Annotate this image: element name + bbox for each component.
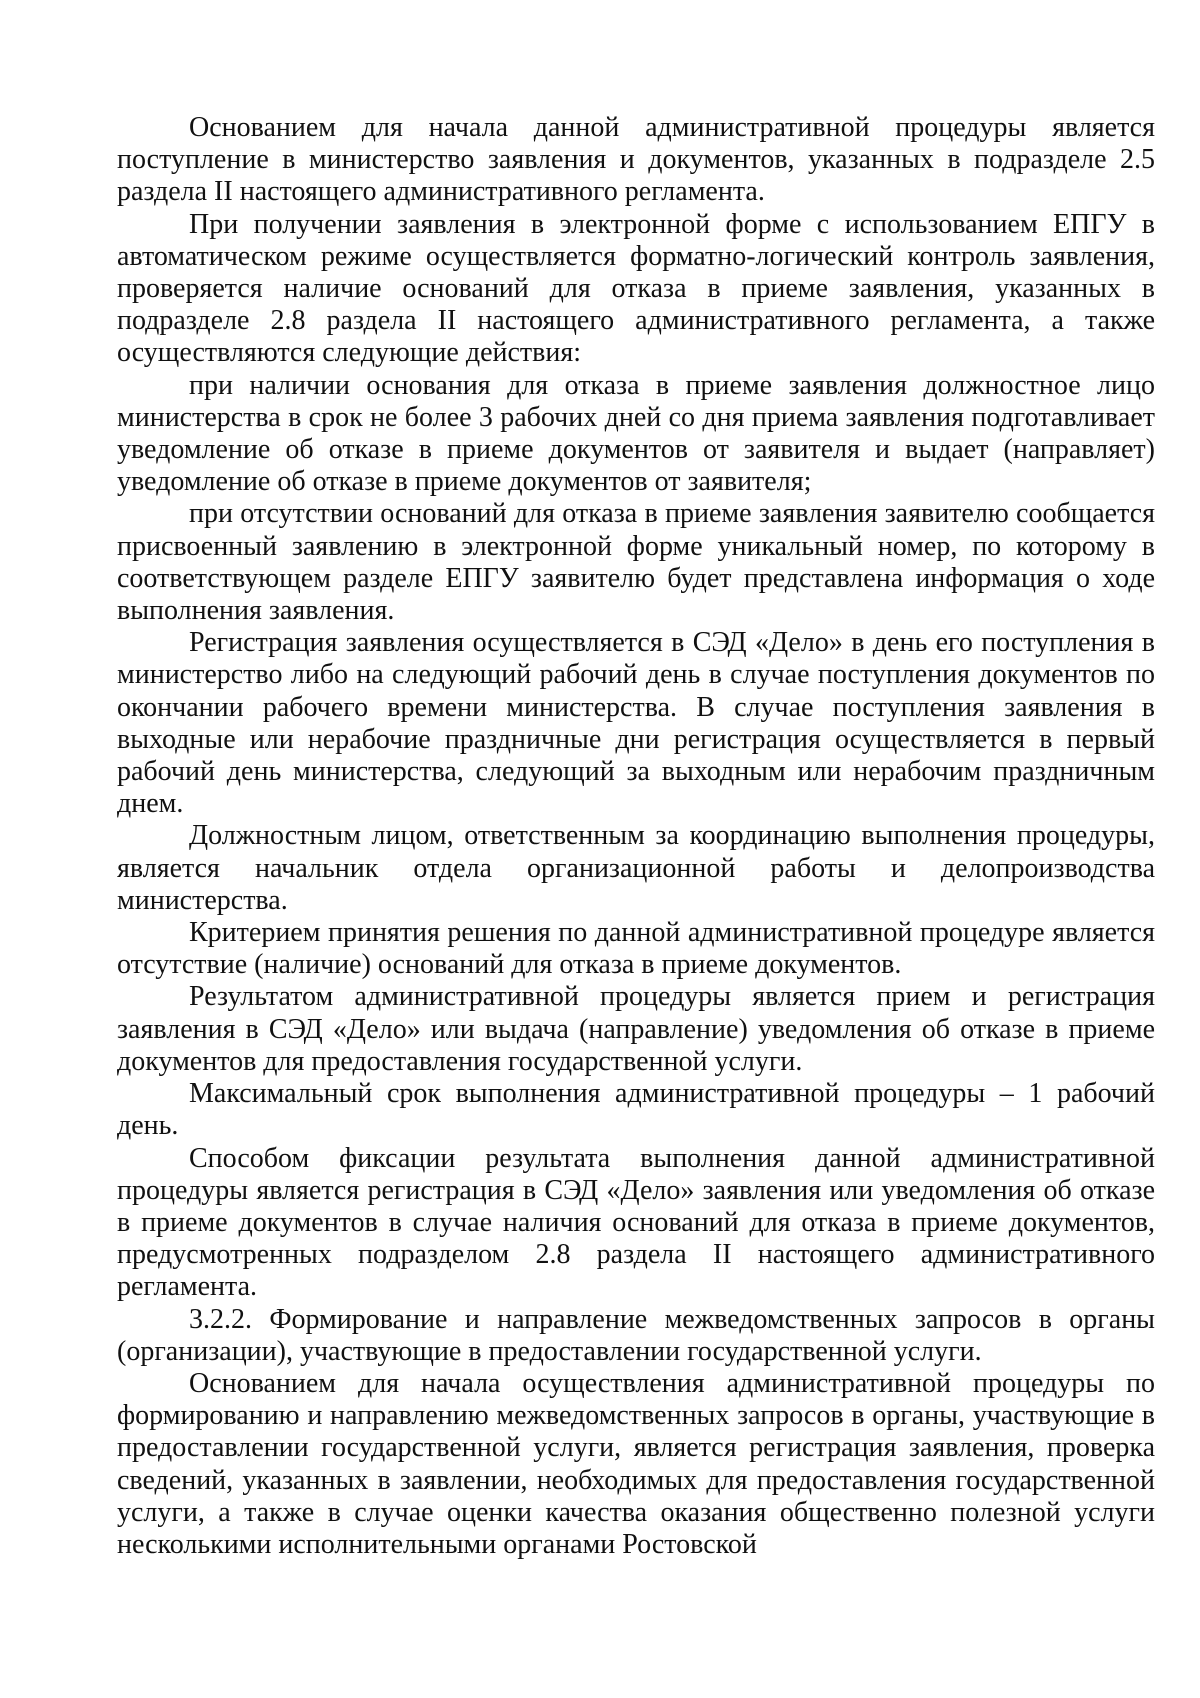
paragraph-procedure-basis: Основанием для начала данной административной процедуры является поступление в министерство заявления и документов, указанных в подразделе 2.5 раздела II настоящего административного регламента. xyxy=(117,112,1155,208)
section-heading-3-2-2: 3.2.2. Формирование и направление межведомственных запросов в органы (организации), участвующие в предоставлении государственной услуги. xyxy=(117,1303,1155,1367)
paragraph-interagency-requests-basis: Основанием для начала осуществления административной процедуры по формированию и направлению межведомственных запросов в органы, участвующие в предоставлении государственной услуги, является регистрация заявления, проверка сведений, указанных в заявлении, необходимых для предоставления государственной услуги, а также в случае оценки качества оказания общественно полезной услуги несколькими исполнительными органами Ростовской xyxy=(117,1367,1155,1560)
paragraph-registration: Регистрация заявления осуществляется в СЭД «Дело» в день его поступления в министерство либо на следующий рабочий день в случае поступления документов по окончании рабочего времени министерства. В случае поступления заявления в выходные или нерабочие праздничные дни регистрация осуществляется в первый рабочий день министерства, следующий за выходным или нерабочим праздничным днем. xyxy=(117,627,1155,820)
paragraph-procedure-result: Результатом административной процедуры является прием и регистрация заявления в СЭД «Дело» или выдача (направление) уведомления об отказе в приеме документов для предоставления государственной услуги. xyxy=(117,981,1155,1077)
paragraph-decision-criterion: Критерием принятия решения по данной административной процедуре является отсутствие (наличие) оснований для отказа в приеме документов. xyxy=(117,917,1155,981)
paragraph-refusal-grounds-present: при наличии основания для отказа в приеме заявления должностное лицо министерства в срок не более 3 рабочих дней со дня приема заявления подготавливает уведомление об отказе в приеме документов от заявителя и выдает (направляет) уведомление об отказе в приеме документов от заявителя; xyxy=(117,369,1155,498)
paragraph-epgu-application: При получении заявления в электронной форме с использованием ЕПГУ в автоматическом режиме осуществляется форматно-логический контроль заявления, проверяется наличие оснований для отказа в приеме заявления, указанных в подразделе 2.8 раздела II настоящего административного регламента, а также осуществляются следующие действия: xyxy=(117,208,1155,369)
paragraph-maximum-term: Максимальный срок выполнения административной процедуры – 1 рабочий день. xyxy=(117,1078,1155,1142)
paragraph-responsible-official: Должностным лицом, ответственным за координацию выполнения процедуры, является начальник отдела организационной работы и делопроизводства министерства. xyxy=(117,820,1155,916)
document-page xyxy=(117,112,1155,1561)
paragraph-refusal-grounds-absent: при отсутствии оснований для отказа в приеме заявления заявителю сообщается присвоенный заявлению в электронной форме уникальный номер, по которому в соответствующем разделе ЕПГУ заявителю будет представлена информация о ходе выполнения заявления. xyxy=(117,498,1155,627)
paragraph-result-recording: Способом фиксации результата выполнения данной административной процедуры является регистрация в СЭД «Дело» заявления или уведомления об отказе в приеме документов в случае наличия оснований для отказа в приеме документов, предусмотренных подразделом 2.8 раздела II настоящего административного регламента. xyxy=(117,1142,1155,1303)
